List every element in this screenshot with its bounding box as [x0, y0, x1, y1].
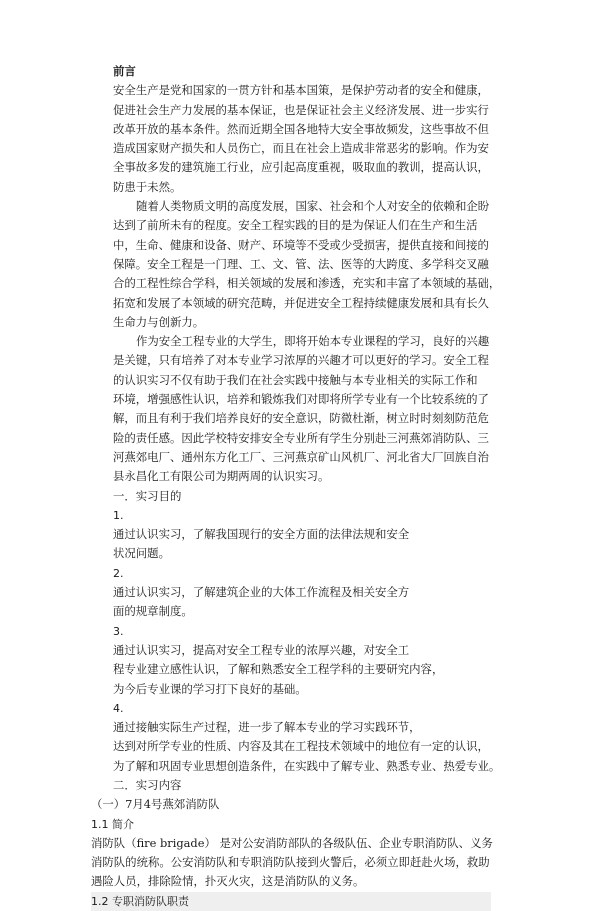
text-line: 改革开放的基本条件。然而近期全国各地特大安全事故频发，这些事故不但: [113, 121, 489, 136]
text-line: 程专业建立感性认识，了解和熟悉安全工程学科的主要研究内容，: [113, 662, 444, 677]
paragraph-3: [113, 332, 503, 486]
goal-number: 1.: [113, 508, 124, 522]
text-line: 安全生产是党和国家的一贯方针和基本国策，是保护劳动者的安全和健康，: [113, 83, 489, 98]
document-page: [91, 62, 503, 911]
text-line: 状况问题。: [113, 546, 170, 561]
text-line: 通过认识实习，了解建筑企业的大体工作流程及相关安全方: [113, 585, 410, 600]
text-line: 中，生命、健康和设备、财产、环境等不受或少受损害，提供直接和间接的: [113, 237, 489, 252]
text-line: 消防队（fire brigade） 是对公安消防部队的各级队伍、企业专职消防队、义务: [91, 835, 493, 850]
text-line: 遇险人员，排除险情，扑灭火灾，这是消防队的义务。: [91, 874, 365, 889]
goal-item: [113, 564, 503, 622]
text-line: 环境，增强感性认识，培养和锻炼我们对即将所学专业有一个比较系统的了: [113, 392, 489, 407]
text-line: 河燕郊电厂、通州东方化工厂、三河燕京矿山风机厂、河北省大厂回族自治: [113, 449, 489, 464]
text-line: 达到了前所未有的程度。安全工程实践的目的是为保证人们在生产和生活: [113, 218, 478, 233]
text-line: 是关键，只有培养了对本专业学习浓厚的兴趣才可以更好的学习。安全工程: [113, 353, 489, 368]
paragraph-4: [91, 834, 503, 892]
paragraph-1: [113, 81, 503, 197]
goal-number: 3.: [113, 624, 124, 638]
text-line: 生命力与创新力。: [113, 314, 205, 329]
subsection-heading: （一）7月4号燕郊消防队: [91, 797, 220, 812]
text-line: 为了解和巩固专业思想创造条件，在实践中了解专业、熟悉专业、热爱专业。: [113, 758, 501, 773]
goal-item: [113, 622, 503, 699]
text-line: 合的工程性综合学科，相关领域的发展和渗透，充实和丰富了本领域的基础，: [113, 276, 501, 291]
text-line: 全事故多发的建筑施工行业，应引起高度重视，吸取血的教训，提高认识，: [113, 160, 489, 175]
heading-1-2-text: 1.2 专职消防队职责: [91, 892, 491, 911]
paragraph-2: [113, 197, 503, 332]
section-heading-content: 二．实习内容: [113, 777, 182, 792]
text-line: 造成国家财产损失和人员伤亡，而且在社会上造成非常恶劣的影响。作为安: [113, 141, 489, 156]
text-line: 达到对所学专业的性质、内容及其在工程技术领域中的地位有一定的认识，: [113, 739, 489, 754]
text-line: 作为安全工程专业的大学生，即将开始本专业课程的学习，良好的兴趣: [136, 334, 490, 349]
text-line: 县永昌化工有限公司为期两周的认识实习。: [113, 469, 330, 484]
text-line: 通过认识实习，了解我国现行的安全方面的法律法规和安全: [113, 527, 410, 542]
text-line: 为今后专业课的学习打下良好的基础。: [113, 681, 307, 696]
text-line: 拓宽和发展了本领域的研究范畴，并促进安全工程持续健康发展和具有长久: [113, 295, 489, 310]
text-line: 消防队的统称。公安消防队和专职消防队接到火警后，必须立即赶赴火场，救助: [91, 855, 490, 870]
section-heading-goals: 一．实习目的: [113, 488, 182, 503]
text-line: 险的责任感。因此学校特安排安全专业所有学生分别赴三河燕郊消防队、三: [113, 430, 489, 445]
text-line: 解，而且有利于我们培养良好的安全意识，防微杜渐，树立时时刻刻防范危: [113, 411, 489, 426]
goal-item: [113, 699, 503, 776]
heading-1-1: 1.1 简介: [91, 817, 134, 831]
text-line: 通过认识实习，提高对安全工程专业的浓厚兴趣，对安全工: [113, 642, 410, 657]
heading-1-2: [91, 892, 503, 911]
preface-title: 前言: [113, 64, 136, 78]
goal-number: 4.: [113, 701, 124, 715]
text-line: 随着人类物质文明的高度发展，国家、社会和个人对安全的依赖和企盼: [136, 199, 490, 214]
text-line: 通过接触实际生产过程，进一步了解本专业的学习实践环节，: [113, 720, 421, 735]
text-line: 防患于未然。: [113, 179, 182, 194]
goal-number: 2.: [113, 566, 124, 580]
text-line: 促进社会生产力发展的基本保证，也是保证社会主义经济发展、进一步实行: [113, 102, 489, 117]
text-line: 面的规章制度。: [113, 604, 193, 619]
goal-item: [113, 506, 503, 564]
text-line: 保障。安全工程是一门理、工、文、管、法、医等的大跨度、多学科交叉融: [113, 256, 489, 271]
text-line: 的认识实习不仅有助于我们在社会实践中接触与本专业相关的实际工作和: [113, 372, 478, 387]
